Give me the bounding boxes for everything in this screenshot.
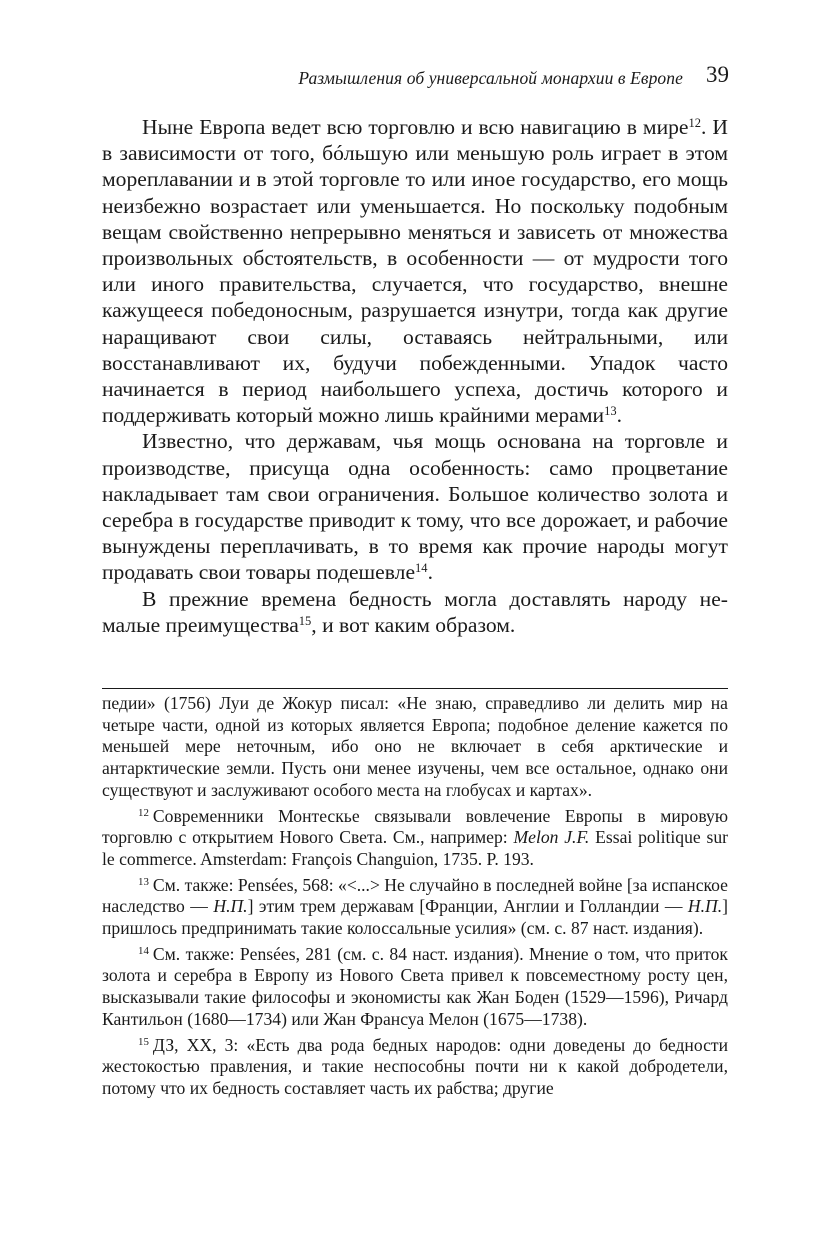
text-run: , и вот каким образом. [311,612,516,637]
text-run: Известно, что державам, чья мощь основана на торговле и производстве, присуща одна особенность: само процветание накладывает там свои ограничения. Большое количество золота и серебра в государстве приводит к тому, что все дорожает, и рабочие вынуждены переплачивать, в то время как прочие народы могут продавать свои товары подешевле [102,429,728,585]
italic-run: Н.П. [687,896,723,917]
footnote-ref: 14 [415,561,428,576]
page-header [102,62,729,92]
text-run: Современники Монтескье связывали вовлечение Европы в мировую торговлю с открытием Нового Света. См., например: [102,805,728,848]
footnote-ref: 13 [604,404,617,419]
footnote-ref: 12 [688,116,702,131]
paragraph [102,586,728,638]
footnotes [102,693,728,1104]
text-run: См. также: Pensées, 568: «<...> Не случайно в последней войне [за испанское наследство — [102,874,728,917]
running-title: Размышления об универсальной монархии в Европе [298,68,683,88]
footnote-15 [102,1035,728,1100]
footnote-12 [102,806,728,871]
italic-run: Н.П. [213,896,248,917]
main-text [102,114,728,638]
text-run: ] этим трем державам [Франции, Англии и Голландии — [247,896,688,917]
footnote-continuation: педии» (1756) Луи де Жокур писал: «Не знаю, справедливо ли делить мир на четыре части, одной из которых является Европа; подобное деление кажется по меньшей мере неточным, ибо оно не включает в себя арктические и антарктические земли. Пусть они менее изучены, чем все остальное, однако они существуют и заслуживают особого места на глобусах и картах». [102,693,728,800]
text-run: . И в зависимости от того, бóльшую или меньшую роль играет в этом мореплавании и в этой торговле то или иное государство, его мощь неизбежно возрастает или уменьшается. Но поскольку подобным вещам свойственно непрерывно меняться и зависеть от множества произвольных обстоятельств, в особенности — от мудрости того или иного правительства, случается, что государство, внешне кажущееся победоносным, разрушается изнутри, тогда как другие наращивают свои силы, оставаясь нейтральными, или восстанавливают их, будучи побежденными. Упадок часто начинается в период наибольшего успеха, достичь которого и поддерживать который можно лишь крайними мерами [102,115,728,428]
text-run: Essai politique sur le commerce. Amsterdam: François Changuion, 1735. P. 193. [102,827,728,869]
text-run: ДЗ, XX, 3: «Есть два рода бедных народов: одни доведены до бедности жестокостью правления, и такие неспособны почти ни к какой добродетели, потому что их бедность составляет часть их рабства; другие [102,1034,728,1098]
footnote-14 [102,944,728,1031]
footnote-number: 15 [138,1036,149,1049]
text-run: ] пришлось предпринимать такие колоссальные усилия» (см. с. 87 наст. издания). [102,896,728,939]
text-run: См. также: Pensées, 281 (см. с. 84 наст. издания). Мнение о том, что приток золота и серебра в Европу из Нового Света привел к повсеместному росту цен, высказывали такие философы и экономисты как Жан Боден (1529—1596), Ричард Кантильон (1680—1734) или Жан Франсуа Мелон (1675—1738). [102,943,728,1029]
paragraph [102,428,728,585]
text-run: . [427,560,433,585]
text-run: Ныне Европа ведет всю торговлю и всю навигацию в мире [142,115,689,139]
footnote-number: 14 [138,945,149,958]
footnote-divider [102,688,728,689]
paragraph [102,114,728,428]
italic-run: Melon J.F. [513,827,590,848]
text-run: В прежние времена бедность могла доставлять народу немалые преимущества [102,586,728,637]
page-number: 39 [706,62,729,87]
footnote-13 [102,875,728,940]
footnote-number: 13 [138,876,149,889]
footnote-ref: 15 [298,613,312,628]
text-run: . [616,403,623,428]
footnote-number: 12 [138,807,149,820]
